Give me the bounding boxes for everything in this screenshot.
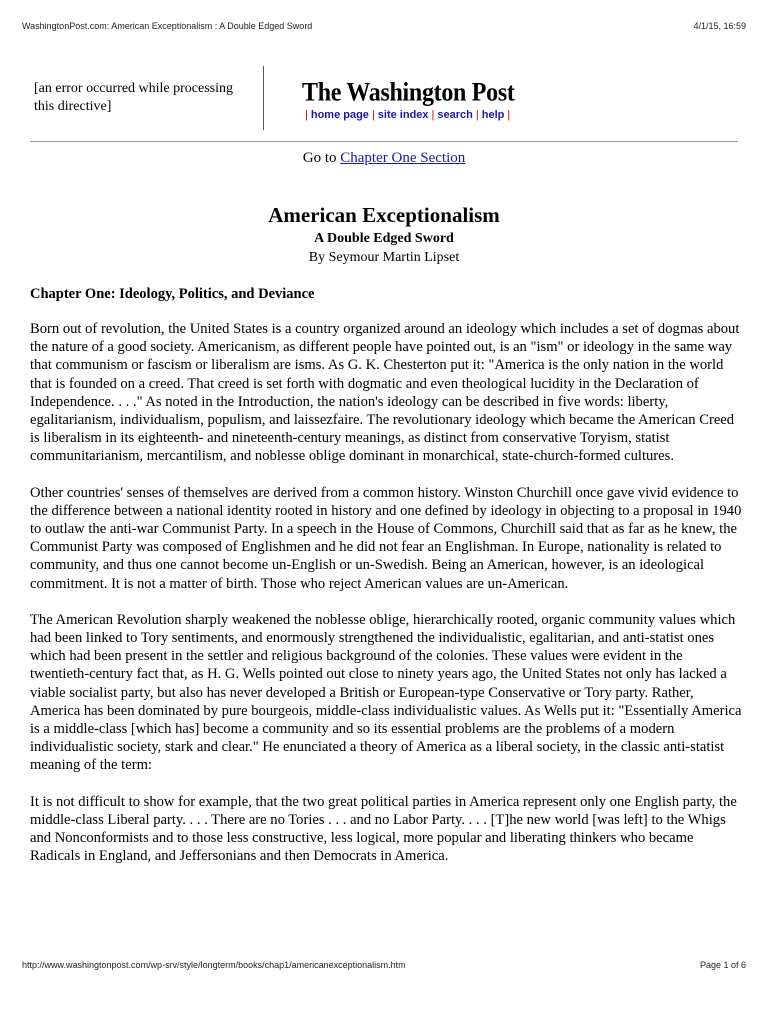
nav-home-page[interactable]: home page [310,109,369,121]
print-header [22,21,746,31]
book-subtitle: A Double Edged Sword [314,231,454,246]
nav-site-index[interactable]: site index [377,109,429,121]
horizontal-rule [30,141,738,142]
site-nav [302,109,513,121]
print-footer-url: http://www.washingtonpost.com/wp-srv/style/longterm/books/chap1/americanexceptionalism.htm [22,960,406,970]
chapter-one-section-link[interactable]: Chapter One Section [340,150,466,166]
nav-separator: | [305,109,308,121]
goto-line [0,150,768,167]
article-body [30,320,742,883]
nav-separator: | [475,109,479,121]
ssi-error-message: [an error occurred while processing this directive] [34,81,234,114]
print-footer-page: Page 1 of 6 [699,960,746,970]
paragraph: Other countries' senses of themselves are derived from a common history. Winston Churchill once gave vivid evidence to the difference between a national identity rooted in history and one defined by ideology in objecting to a proposal in 1940 to outlaw the anti-war Communist Party. In a speech in the House of Commons, Churchill said that as far as he knew, the Communist Party was composed of Englishmen and he did not fear an Englishman. In Europe, nationality is related to community, and thus one cannot become un-English or un-Swedish. Being an American, however, is an ideological commitment. It is not a matter of birth. Those who reject American values are un-American. [30,484,742,592]
masthead-divider [263,66,264,130]
nav-separator: | [507,109,511,121]
paragraph: The American Revolution sharply weakened the noblesse oblige, hierarchically rooted, organic community values which had been linked to Tory sentiments, and enormously strengthened the individualistic, egalitarian, and anti-statist ones which had been present in the settler and religious background of the colonies. These values were evident in the twentieth-century fact that, as H. G. Wells pointed out close to ninety years ago, the United States not only has lacked a viable socialist party, but also has never developed a British or European-type Conservative or Tory party. Rather, America has been dominated by pure bourgeois, middle-class individualistic values. As Wells put it: "Essentially America is a middle-class [which has] become a community and so its essential problems are the problems of a modern individualistic society, stark and clear." He enunciated a theory of America as a liberal society, in the classic anti-statist meaning of the term: [30,611,742,774]
nav-search[interactable]: search [437,109,473,121]
paragraph: Born out of revolution, the United States is a country organized around an ideology which includes a set of dogmas about the nature of a good society. Americanism, as different people have pointed out, is an "ism" or ideology in the same way that communism or fascism or liberalism are isms. As G. K. Chesterton put it: "America is the only nation in the world that is founded on a creed. That creed is set forth with dogmatic and even theological lucidity in the Declaration of Independence. . . ." As noted in the Introduction, the nation's ideology can be described in five words: liberty, egalitarianism, individualism, populism, and laissezfaire. The revolutionary ideology which became the American Creed is liberalism in its eighteenth- and nineteenth-century meanings, as distinct from conservative Toryism, statist communitarianism, mercantilism, and noblesse oblige dominant in monarchical, state-church-formed cultures. [30,321,740,465]
print-footer [22,960,746,970]
nav-separator: | [371,109,375,121]
goto-prefix: Go to [302,150,341,166]
print-header-datetime: 4/1/15, 16:59 [693,21,746,31]
washington-post-logo[interactable]: The Washington Post [302,79,515,108]
byline: By Seymour Martin Lipset [308,250,460,265]
masthead [30,66,738,130]
book-title: American Exceptionalism [268,203,500,227]
print-header-title: WashingtonPost.com: American Exceptionalism : A Double Edged Sword [22,21,313,31]
paragraph: It is not difficult to show for example, that the two great political parties in America represent only one English party, the middle-class Liberal party. . . . There are no Tories . . . and no Labor Party. . . . [T]he new world [was left] to the Whigs and Nonconformists and to those less constructive, less logical, more popular and liberating thinkers who became Radicals in England, and Jeffersonians and then Democrats in America. [30,793,737,865]
nav-help[interactable]: help [481,109,505,121]
chapter-heading: Chapter One: Ideology, Politics, and Deviance [30,286,315,302]
nav-separator: | [431,109,435,121]
